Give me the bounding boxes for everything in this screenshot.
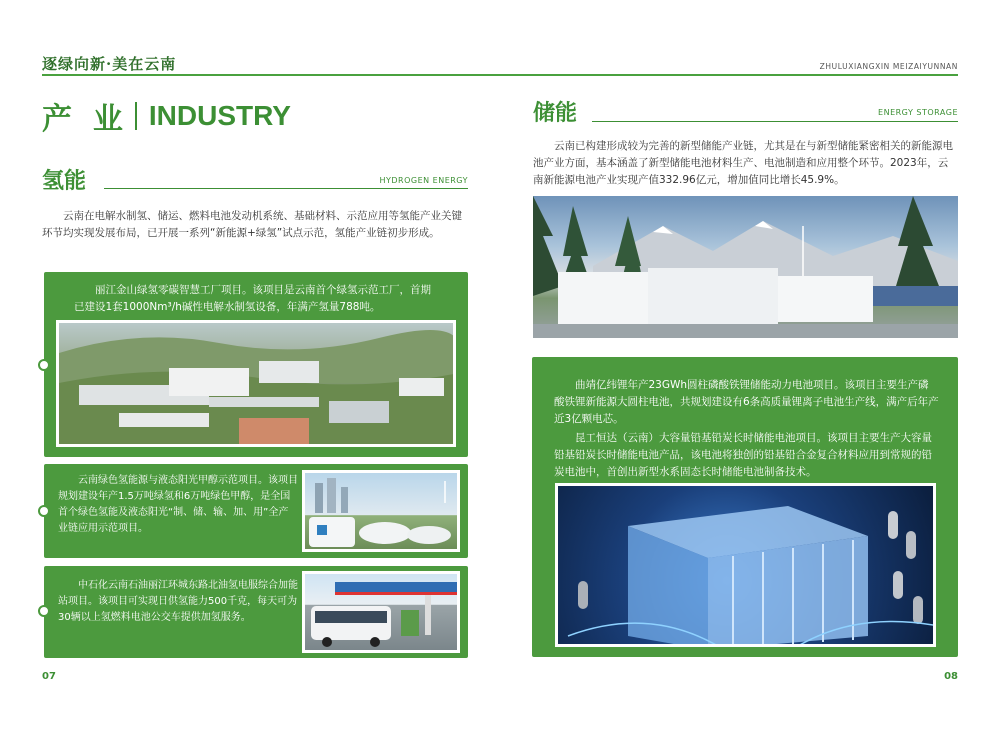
section-title — [42, 96, 291, 136]
methanol-plant-photo — [302, 470, 460, 552]
battery-render-photo — [555, 483, 936, 647]
factory-illustration — [59, 323, 456, 447]
factory-aerial-photo — [56, 320, 456, 447]
header-left-title: 逐绿向新·美在云南 — [42, 55, 177, 73]
card-sinopec-hydrogen-station — [44, 566, 468, 658]
hydrogen-subtitle-en: HYDROGEN ENERGY — [379, 176, 468, 185]
hengda-battery-project-text: 昆工恒达（云南）大容量铅基铅炭长时储能电池项目。该项目主要生产大容量铅基铅炭长时储能电池产品，该电池将独创的铅基铅合金复合材料应用到常规的铅炭电池中，首创出新型水系固态长时储能电池制备技术。 — [554, 432, 932, 478]
timeline-dot-1 — [38, 359, 50, 371]
section-title-en: INDUSTRY — [148, 100, 291, 131]
header-right-title: ZHULUXIANGXIN MEIZAIYUNNAN — [819, 62, 958, 71]
card2-text: 云南绿色氢能源与液态阳光甲醇示范项目。该项目规划建设年产1.5万吨绿氢和6万吨绿色甲醇，是全国首个绿色氢能及液态阳光“制、储、输、加、用”全产业链应用示范项目。 — [58, 475, 298, 534]
hydrogen-title: 氢能 — [42, 169, 87, 194]
storage-containers-photo — [533, 196, 958, 338]
card3-text: 中石化云南石油丽江环城东路北油氢电服综合加能站项目。该项目可实现日供氢能力500千克，每天可为30辆以上氢燃料电池公交车提供加氢服务。 — [58, 580, 298, 623]
bus-illustration — [305, 574, 460, 653]
storage-illustration — [533, 196, 958, 338]
timeline-dot-2 — [38, 505, 50, 517]
storage-intro: 云南已构建形成较为完善的新型储能产业链，尤其是在与新型储能紧密相关的新能源电池产业方面，基本涵盖了新型储能电池材料生产、电池制造和应用整个环节。2023年，云南新能源电池产业实现产值332.96亿元，增加值同比增长45.9%。 — [533, 140, 953, 186]
storage-heading-rule — [592, 121, 958, 122]
card-green-hydrogen-methanol — [44, 464, 468, 558]
storage-title: 储能 — [533, 101, 578, 126]
hydrogen-intro: 云南在电解水制氢、储运、燃料电池发动机系统、基础材料、示范应用等氢能产业关键环节均实现发展布局，已开展一系列“新能源+绿氢”试点示范，氢能产业链初步形成。 — [42, 210, 462, 239]
eve-battery-project-text: 曲靖亿纬锂年产23GWh圆柱磷酸铁锂储能动力电池项目。该项目主要生产磷酸铁锂新能源大圆柱电池，共规划建设有6条高质量锂离子电池生产线，满产后年产近3亿颗电芯。 — [554, 379, 939, 425]
hydrogen-heading-rule — [104, 188, 468, 189]
tanks-illustration — [305, 473, 460, 552]
card-energy-storage-projects — [532, 357, 958, 657]
timeline-dot-3 — [38, 605, 50, 617]
battery-illustration — [558, 486, 936, 647]
header-rule — [42, 74, 958, 76]
page-number-left: 07 — [42, 671, 56, 682]
page-number-right: 08 — [944, 671, 958, 682]
hydrogen-station-photo — [302, 571, 460, 653]
section-divider — [135, 102, 137, 130]
section-title-cn: 产 业 — [42, 102, 123, 137]
card1-text: 丽江金山绿氢零碳智慧工厂项目。该项目是云南首个绿氢示范工厂，首期已建设1套1000Nm³/h碱性电解水制氢设备，年满产氢量788吨。 — [74, 284, 431, 313]
storage-subtitle-en: ENERGY STORAGE — [878, 108, 958, 117]
card-lijiang-hydrogen-factory — [44, 272, 468, 457]
